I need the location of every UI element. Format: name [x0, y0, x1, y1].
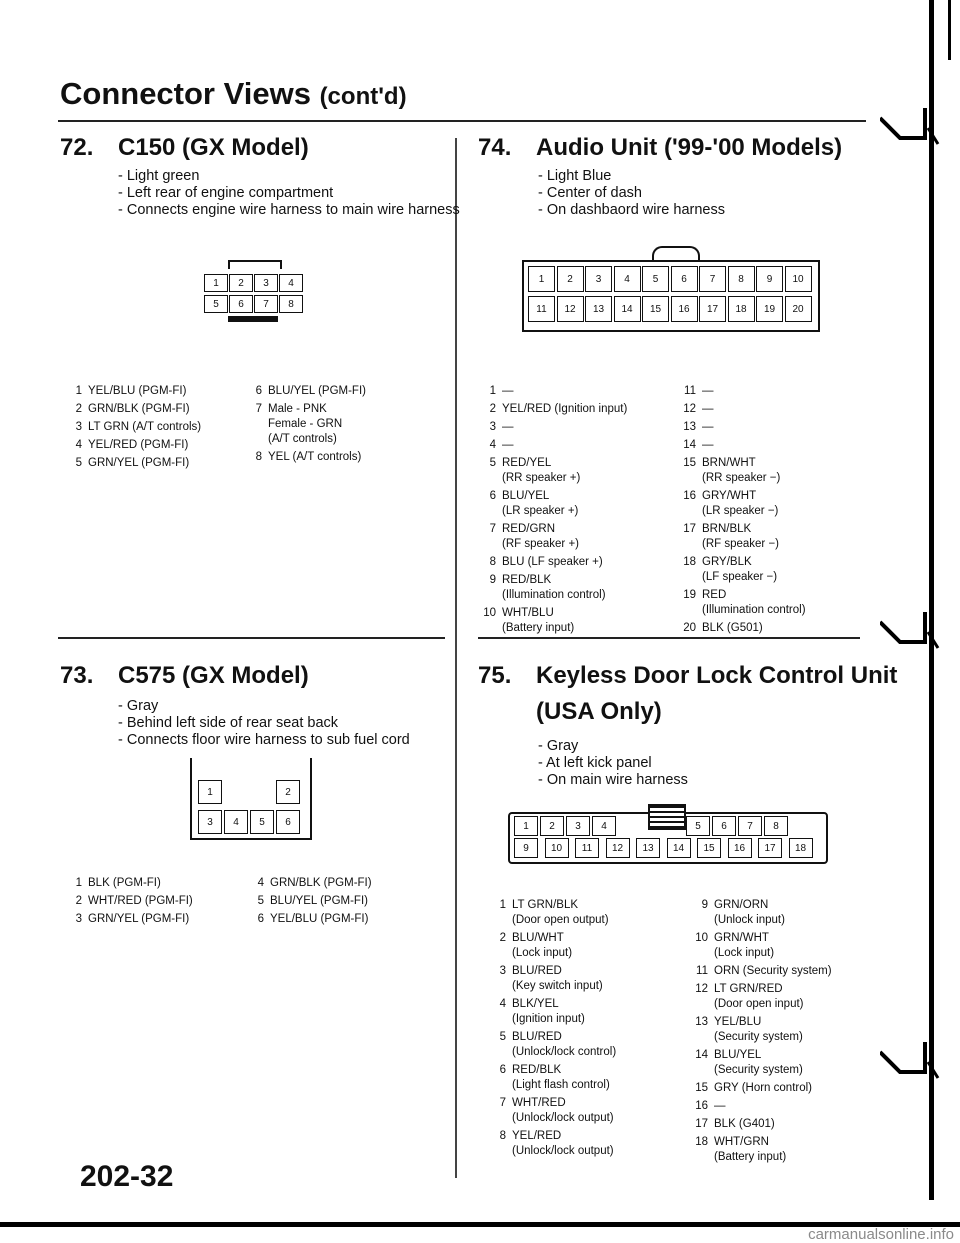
- pin-description: BLU/WHT (Lock input): [512, 932, 573, 959]
- connector-lock-tab: [648, 804, 686, 830]
- pin-entry: [64, 876, 264, 891]
- section-72-notes: [118, 168, 460, 219]
- pin-list-left: [64, 384, 259, 474]
- pin-description: BRN/WHT (RR speaker −): [702, 457, 781, 484]
- pin-description: BLU/YEL (Security system): [714, 1049, 803, 1076]
- pin-number: 5: [499, 1031, 506, 1043]
- pin-description: —: [702, 403, 714, 415]
- pin-description: WHT/RED (PGM-FI): [88, 895, 193, 907]
- pin-number: 11: [696, 965, 708, 977]
- pin-entry: [678, 555, 878, 585]
- terminal-cell: 18: [789, 838, 813, 858]
- note-line: - Behind left side of rear seat back: [118, 715, 339, 731]
- pin-description: BLU/YEL (PGM-FI): [270, 895, 368, 907]
- terminal-cell: 17: [699, 296, 726, 322]
- pin-description: —: [502, 439, 514, 451]
- pin-description: GRY (Horn control): [714, 1082, 812, 1094]
- section-name: C575 (GX Model): [118, 662, 309, 689]
- pin-description: YEL (A/T controls): [268, 451, 362, 463]
- pin-number: 20: [683, 622, 696, 634]
- pin-entry: [678, 489, 878, 519]
- note-line: - Left rear of engine compartment: [118, 185, 334, 201]
- connector-c575: [190, 758, 310, 840]
- pin-description: BLU/YEL (PGM-FI): [268, 385, 366, 397]
- pin-entry: [678, 384, 878, 399]
- pin-list-right: [690, 898, 890, 1168]
- terminal-cell: 2: [229, 274, 253, 292]
- pin-description: —: [702, 439, 714, 451]
- connector-audio-unit: [522, 244, 820, 336]
- pin-description: GRN/WHT (Lock input): [714, 932, 775, 959]
- pin-number: 14: [683, 439, 696, 451]
- pin-description: —: [714, 1100, 726, 1112]
- pin-number: 16: [695, 1100, 708, 1112]
- section-74-title: [478, 134, 842, 162]
- pin-number: 4: [257, 877, 264, 889]
- pin-entry: [478, 606, 683, 636]
- note-line: - Connects engine wire harness to main wire harness: [118, 202, 460, 218]
- pin-number: 13: [695, 1016, 708, 1028]
- note-line: - Center of dash: [538, 185, 642, 201]
- section-name: Keyless Door Lock Control Unit: [536, 662, 898, 689]
- terminal-cell: 3: [585, 266, 612, 292]
- pin-list-right: [678, 384, 878, 639]
- pin-number: 12: [683, 403, 696, 415]
- terminal-cell: 16: [728, 838, 752, 858]
- pin-description: ORN (Security system): [714, 965, 832, 977]
- pin-entry: [478, 438, 683, 453]
- pin-description: RED/YEL (RR speaker +): [502, 457, 581, 484]
- section-73-title: [60, 662, 309, 690]
- terminal-cell: 20: [785, 296, 812, 322]
- pin-entry: [678, 588, 878, 618]
- pin-number: 7: [255, 403, 262, 415]
- pin-entry: [488, 931, 698, 961]
- terminal-cell: 4: [279, 274, 303, 292]
- note-line: - Light Blue: [538, 168, 612, 184]
- pin-entry: [488, 964, 698, 994]
- pin-number: 10: [695, 932, 708, 944]
- pin-number: 7: [489, 523, 496, 535]
- note-line: - Gray: [118, 698, 159, 714]
- header-rule: [58, 120, 866, 122]
- pin-description: BLK (G401): [714, 1118, 775, 1130]
- pin-description: LT GRN/RED (Door open input): [714, 983, 804, 1010]
- pin-entry: [64, 912, 264, 927]
- pin-description: YEL/RED (Unlock/lock output): [512, 1130, 614, 1157]
- terminal-cell: 2: [540, 816, 564, 836]
- pin-entry: [478, 489, 683, 519]
- pin-description: BLU/RED (Unlock/lock control): [512, 1031, 617, 1058]
- pin-entry: [690, 964, 890, 979]
- terminal-cell: 16: [671, 296, 698, 322]
- terminal-cell: 14: [614, 296, 641, 322]
- section-name: C150 (GX Model): [118, 134, 309, 161]
- pin-number: 1: [499, 899, 506, 911]
- pin-entry: [64, 402, 259, 417]
- terminal-cell: 3: [198, 810, 222, 834]
- binding-edge-top: [948, 0, 951, 60]
- terminal-cell: 17: [758, 838, 782, 858]
- pin-number: 8: [489, 556, 496, 568]
- note-line: - Connects floor wire harness to sub fuel cord: [118, 732, 410, 748]
- binding-tab-1: [880, 108, 940, 158]
- terminal-cell: 7: [254, 295, 278, 313]
- pin-number: 5: [489, 457, 496, 469]
- terminal-cell: 6: [276, 810, 300, 834]
- pin-entry: [64, 420, 259, 435]
- pin-entry: [64, 456, 259, 471]
- terminal-cell: 12: [606, 838, 630, 858]
- pin-description: Male - PNK Female - GRN (A/T controls): [268, 403, 343, 445]
- terminal-cell: 6: [229, 295, 253, 313]
- pin-entry: [690, 982, 890, 1012]
- pin-description: BLK (PGM-FI): [88, 877, 161, 889]
- section-72-title: [60, 134, 309, 162]
- terminal-cell: 5: [642, 266, 669, 292]
- pin-description: LT GRN (A/T controls): [88, 421, 202, 433]
- pin-entry: [690, 1015, 890, 1045]
- note-line: - On dashbaord wire harness: [538, 202, 725, 218]
- terminal-cell: 5: [204, 295, 228, 313]
- terminal-cell: 18: [728, 296, 755, 322]
- terminal-cell: 15: [697, 838, 721, 858]
- pin-description: BLU (LF speaker +): [502, 556, 603, 568]
- pin-description: RED (Illumination control): [702, 589, 806, 616]
- pin-number: 5: [75, 457, 82, 469]
- terminal-cell: 10: [785, 266, 812, 292]
- terminal-cell: 15: [642, 296, 669, 322]
- pin-number: 6: [257, 913, 264, 925]
- pin-entry: [678, 420, 878, 435]
- pin-number: 3: [75, 421, 82, 433]
- pin-number: 1: [75, 385, 82, 397]
- connector-key: [228, 260, 282, 269]
- pin-description: BLK/YEL (Ignition input): [512, 998, 585, 1025]
- pin-number: 4: [75, 439, 82, 451]
- pin-number: 17: [695, 1118, 708, 1130]
- terminal-cell: 13: [585, 296, 612, 322]
- pin-entry: [690, 1048, 890, 1078]
- section-number: 73.: [60, 662, 94, 689]
- terminal-cell: 1: [198, 780, 222, 804]
- pin-list-left: [64, 876, 264, 930]
- pin-entry: [478, 456, 683, 486]
- pin-description: GRN/BLK (PGM-FI): [270, 877, 372, 889]
- pin-entry: [64, 438, 259, 453]
- terminal-cell: 1: [528, 266, 555, 292]
- pin-number: 2: [489, 403, 496, 415]
- connector-lock-tab: [652, 246, 700, 260]
- pin-number: 1: [75, 877, 82, 889]
- pin-entry: [478, 384, 683, 399]
- pin-number: 16: [683, 490, 696, 502]
- pin-number: 7: [499, 1097, 506, 1109]
- note-line: - On main wire harness: [538, 772, 688, 788]
- terminal-cell: 5: [686, 816, 710, 836]
- pin-entry: [244, 450, 444, 465]
- pin-description: BLK (G501): [702, 622, 763, 634]
- pin-number: 8: [255, 451, 262, 463]
- pin-list-left: [478, 384, 683, 639]
- terminal-cell: 5: [250, 810, 274, 834]
- pin-description: LT GRN/BLK (Door open output): [512, 899, 609, 926]
- pin-number: 9: [701, 899, 708, 911]
- pin-number: 10: [483, 607, 496, 619]
- terminal-cell: 8: [728, 266, 755, 292]
- terminal-cell: 3: [566, 816, 590, 836]
- pin-entry: [678, 621, 878, 636]
- pin-entry: [478, 402, 683, 417]
- pin-description: RED/BLK (Light flash control): [512, 1064, 610, 1091]
- pin-entry: [690, 1081, 890, 1096]
- page-title-cont: (cont'd): [319, 83, 407, 110]
- section-74-notes: [538, 168, 725, 219]
- terminal-cell: 9: [756, 266, 783, 292]
- pin-number: 18: [683, 556, 696, 568]
- page-title-text: Connector Views: [60, 76, 311, 111]
- pin-list-left: [488, 898, 698, 1162]
- pin-entry: [678, 438, 878, 453]
- terminal-cell: 8: [764, 816, 788, 836]
- pin-description: WHT/RED (Unlock/lock output): [512, 1097, 614, 1124]
- pin-entry: [488, 1129, 698, 1159]
- pin-description: WHT/GRN (Battery input): [714, 1136, 787, 1163]
- terminal-cell: 2: [276, 780, 300, 804]
- terminal-cell: 13: [636, 838, 660, 858]
- terminal-cell: 6: [671, 266, 698, 292]
- pin-number: 8: [499, 1130, 506, 1142]
- section-number: 74.: [478, 134, 512, 161]
- pin-entry: [244, 384, 444, 399]
- pin-entry: [488, 1096, 698, 1126]
- pin-entry: [246, 876, 446, 891]
- terminal-cell: 9: [514, 838, 538, 858]
- connector-c150: [198, 260, 310, 324]
- pin-entry: [64, 894, 264, 909]
- pin-number: 5: [257, 895, 264, 907]
- pin-entry: [488, 898, 698, 928]
- pin-entry: [690, 931, 890, 961]
- terminal-cell: 4: [614, 266, 641, 292]
- pin-entry: [246, 912, 446, 927]
- terminal-cell: 11: [575, 838, 599, 858]
- pin-number: 2: [75, 895, 82, 907]
- pin-description: —: [702, 385, 714, 397]
- pin-entry: [246, 894, 446, 909]
- pin-number: 14: [695, 1049, 708, 1061]
- pin-description: BRN/BLK (RF speaker −): [702, 523, 780, 550]
- pin-description: YEL/RED (Ignition input): [502, 403, 628, 415]
- pin-entry: [690, 898, 890, 928]
- pin-entry: [690, 1099, 890, 1114]
- pin-number: 3: [75, 913, 82, 925]
- terminal-cell: 1: [514, 816, 538, 836]
- pin-description: —: [702, 421, 714, 433]
- pin-description: YEL/BLU (Security system): [714, 1016, 803, 1043]
- note-line: - Light green: [118, 168, 200, 184]
- terminal-cell: 12: [557, 296, 584, 322]
- pin-entry: [478, 555, 683, 570]
- section-number: 75.: [478, 662, 512, 689]
- section-name: Audio Unit ('99-'00 Models): [536, 134, 843, 161]
- pin-number: 6: [489, 490, 496, 502]
- pin-entry: [478, 522, 683, 552]
- section-number: 72.: [60, 134, 94, 161]
- terminal-cell: 8: [279, 295, 303, 313]
- pin-description: GRN/BLK (PGM-FI): [88, 403, 190, 415]
- pin-description: YEL/BLU (PGM-FI): [270, 913, 369, 925]
- connector-latch: [228, 316, 278, 322]
- pin-description: BLU/RED (Key switch input): [512, 965, 603, 992]
- terminal-cell: 3: [254, 274, 278, 292]
- page-number: 202-32: [80, 1160, 174, 1193]
- terminal-cell: 4: [592, 816, 616, 836]
- terminal-cell: 7: [699, 266, 726, 292]
- pin-entry: [488, 1063, 698, 1093]
- section-75-title-line2: (USA Only): [536, 698, 662, 725]
- pin-entry: [678, 456, 878, 486]
- pin-entry: [690, 1135, 890, 1165]
- pin-number: 18: [695, 1136, 708, 1148]
- pin-number: 6: [499, 1064, 506, 1076]
- pin-number: 3: [499, 965, 506, 977]
- pin-description: GRN/YEL (PGM-FI): [88, 457, 190, 469]
- pin-entry: [478, 573, 683, 603]
- terminal-cell: 1: [204, 274, 228, 292]
- pin-number: 13: [683, 421, 696, 433]
- terminal-cell: 19: [756, 296, 783, 322]
- pin-number: 2: [75, 403, 82, 415]
- pin-entry: [64, 384, 259, 399]
- pin-number: 4: [489, 439, 496, 451]
- pin-description: GRY/BLK (LF speaker −): [702, 556, 778, 583]
- pin-number: 17: [683, 523, 696, 535]
- pin-description: BLU/YEL (LR speaker +): [502, 490, 579, 517]
- pin-entry: [488, 1030, 698, 1060]
- pin-entry: [690, 1117, 890, 1132]
- terminal-cell: 6: [712, 816, 736, 836]
- terminal-cell: 14: [667, 838, 691, 858]
- pin-number: 19: [683, 589, 696, 601]
- section-73-notes: [118, 698, 410, 749]
- pin-number: 15: [683, 457, 696, 469]
- pin-number: 6: [255, 385, 262, 397]
- pin-description: —: [502, 421, 514, 433]
- pin-description: —: [502, 385, 514, 397]
- pin-number: 4: [499, 998, 506, 1010]
- pin-number: 12: [695, 983, 708, 995]
- pin-entry: [244, 402, 444, 447]
- pin-description: RED/BLK (Illumination control): [502, 574, 606, 601]
- connector-keyless-unit: [508, 804, 828, 868]
- pin-number: 15: [695, 1082, 708, 1094]
- terminal-cell: 10: [545, 838, 569, 858]
- pin-description: WHT/BLU (Battery input): [502, 607, 575, 634]
- page-title: [60, 76, 407, 112]
- pin-entry: [488, 997, 698, 1027]
- pin-list-right: [246, 876, 446, 930]
- terminal-cell: 11: [528, 296, 555, 322]
- pin-description: YEL/RED (PGM-FI): [88, 439, 189, 451]
- pin-description: GRN/ORN (Unlock input): [714, 899, 785, 926]
- pin-number: 2: [499, 932, 506, 944]
- column-divider: [455, 138, 457, 1178]
- section-divider-left: [58, 637, 445, 639]
- pin-description: GRY/WHT (LR speaker −): [702, 490, 779, 517]
- pin-number: 11: [684, 385, 696, 397]
- note-line: - At left kick panel: [538, 755, 652, 771]
- pin-description: RED/GRN (RF speaker +): [502, 523, 580, 550]
- pin-description: GRN/YEL (PGM-FI): [88, 913, 190, 925]
- pin-entry: [478, 420, 683, 435]
- watermark: carmanualsonline.info: [808, 1226, 954, 1243]
- binding-edge: [929, 0, 934, 1200]
- pin-number: 9: [489, 574, 496, 586]
- pin-description: YEL/BLU (PGM-FI): [88, 385, 187, 397]
- note-line: - Gray: [538, 738, 579, 754]
- terminal-cell: 4: [224, 810, 248, 834]
- terminal-cell: 2: [557, 266, 584, 292]
- pin-entry: [678, 402, 878, 417]
- pin-list-right: [244, 384, 444, 468]
- terminal-cell: 7: [738, 816, 762, 836]
- pin-number: 3: [489, 421, 496, 433]
- section-75-title: [478, 662, 897, 690]
- pin-number: 1: [489, 385, 496, 397]
- binding-tab-2: [880, 612, 940, 662]
- section-75-notes: [538, 738, 688, 789]
- pin-entry: [678, 522, 878, 552]
